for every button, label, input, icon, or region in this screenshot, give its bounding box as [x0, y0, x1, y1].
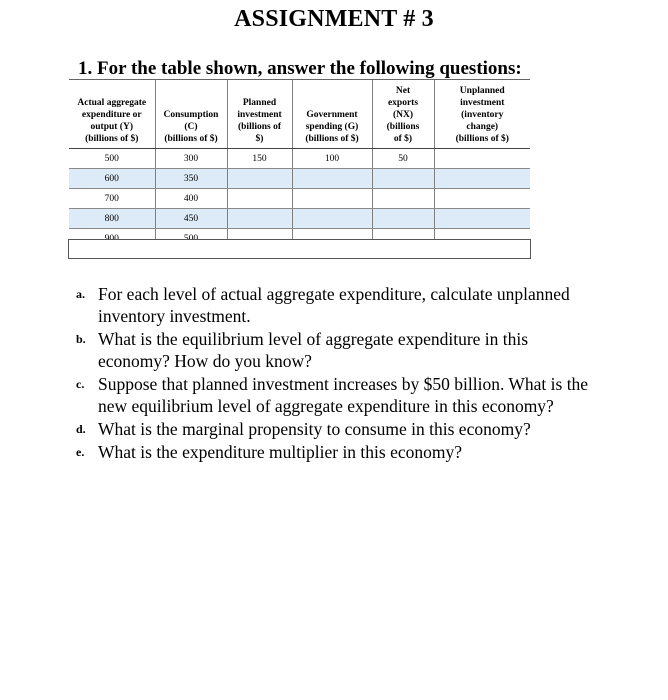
table-cell [292, 169, 372, 189]
question-marker: b. [76, 332, 86, 346]
table-cell [292, 189, 372, 209]
question-text: For each level of actual aggregate expenditure, calculate unplanned inventory investment. [98, 284, 570, 326]
header-line: spending (G) [305, 122, 359, 132]
header-line: (billions of $) [85, 134, 139, 144]
table-cell [434, 189, 530, 209]
table-row [69, 209, 530, 229]
table-row [69, 169, 530, 189]
table-header-row [69, 80, 530, 149]
question-marker: c. [76, 377, 85, 391]
question-text: What is the marginal propensity to consume in this economy? [98, 419, 531, 439]
table-cell: 350 [155, 169, 227, 189]
header-line: (inventory [461, 110, 504, 120]
table-empty-footer-box [68, 239, 531, 259]
table-cell [292, 209, 372, 229]
question-item-a [76, 283, 596, 327]
table-cell: 600 [69, 169, 155, 189]
table-cell: 150 [227, 149, 292, 169]
header-line: (billions of [237, 122, 282, 132]
table-cell [434, 169, 530, 189]
header-line: output (Y) [90, 122, 133, 132]
header-line: Net [395, 86, 411, 96]
expenditure-table [69, 80, 530, 249]
table-row [69, 149, 530, 169]
question-item-b [76, 328, 596, 372]
question-text: What is the equilibrium level of aggregate expenditure in this economy? How do you know? [98, 329, 529, 371]
header-line: (C) [184, 122, 198, 132]
question-text: What is the expenditure multiplier in this economy? [98, 442, 463, 462]
table-cell: 300 [155, 149, 227, 169]
question-marker: a. [76, 287, 85, 301]
page-title: ASSIGNMENT # 3 [234, 6, 434, 32]
table-cell: 400 [155, 189, 227, 209]
header-line: investment [237, 110, 282, 120]
header-line: Planned [242, 98, 277, 108]
question-heading: 1. For the table shown, answer the following questions: [78, 58, 522, 79]
header-line: (billions of $) [305, 134, 359, 144]
header-line: expenditure or [81, 110, 142, 120]
header-line: (billions of $) [164, 134, 218, 144]
question-marker: d. [76, 422, 86, 436]
table-cell: 100 [292, 149, 372, 169]
table-cell [372, 189, 434, 209]
header-line: investment [460, 98, 505, 108]
table-cell: 800 [69, 209, 155, 229]
header-line: (billions of $) [455, 134, 509, 144]
header-planned-investment [227, 80, 292, 149]
header-consumption [155, 80, 227, 149]
table-cell: 700 [69, 189, 155, 209]
header-line: change) [466, 122, 499, 132]
question-list [76, 283, 596, 464]
header-line: of $) [393, 134, 413, 144]
header-line: (NX) [392, 110, 414, 120]
question-text: Suppose that planned investment increases by $50 billion. What is the new equilibrium level of aggregate expenditure in this economy? [98, 374, 589, 416]
table-cell: 500 [69, 149, 155, 169]
table-cell [227, 169, 292, 189]
header-line: Consumption [163, 110, 219, 120]
header-unplanned-investment [434, 80, 530, 149]
header-line: Actual aggregate [77, 98, 147, 108]
header-line: Government [306, 110, 358, 120]
header-line: exports [387, 98, 419, 108]
header-line: (billions [386, 122, 420, 132]
header-government-spending [292, 80, 372, 149]
question-item-c [76, 373, 596, 417]
table-cell [434, 149, 530, 169]
header-line: Unplanned [459, 86, 505, 96]
header-line: $) [255, 134, 264, 144]
table-cell [372, 169, 434, 189]
question-item-d [76, 418, 596, 440]
table-cell [372, 209, 434, 229]
question-item-e [76, 441, 596, 463]
table-cell [434, 209, 530, 229]
header-net-exports [372, 80, 434, 149]
question-marker: e. [76, 445, 85, 459]
table-cell [227, 209, 292, 229]
table-cell [227, 189, 292, 209]
table-row [69, 189, 530, 209]
table-cell: 450 [155, 209, 227, 229]
header-actual-expenditure [69, 80, 155, 149]
table-cell: 50 [372, 149, 434, 169]
